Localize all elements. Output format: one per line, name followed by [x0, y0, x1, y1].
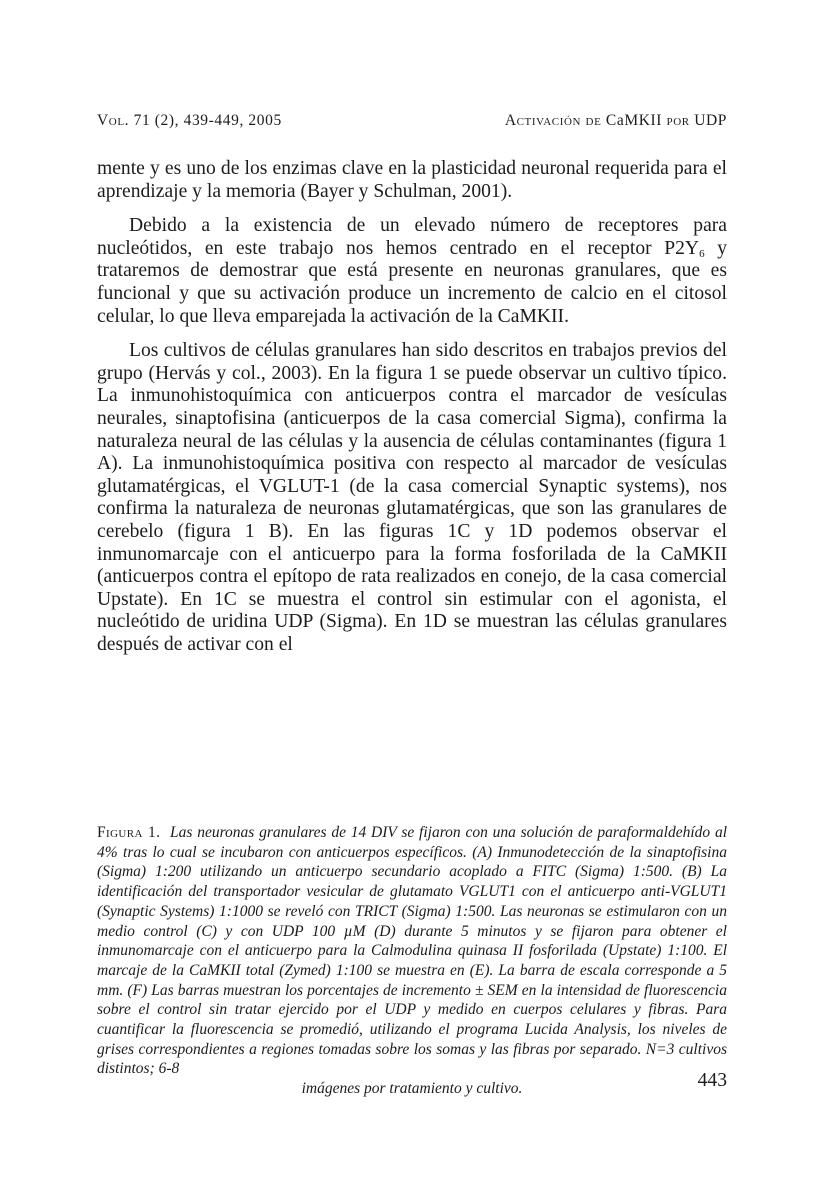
header-title-part-4: UDP — [694, 112, 727, 129]
caption-label: Figura 1. — [97, 824, 161, 841]
running-header — [97, 112, 727, 134]
body-text — [97, 158, 727, 656]
paragraph-2-start: Debido a la existencia de un elevado número de receptores para nucleótidos, en este trabajo nos hemos centrado en el receptor P2Y — [97, 215, 727, 259]
header-volume-info: Vol. 71 (2), 439-449, 2005 — [97, 112, 282, 129]
header-title-part-3: por — [662, 112, 695, 129]
figure-caption — [97, 823, 727, 1099]
page-number: 443 — [697, 1070, 727, 1091]
header-article-title — [505, 112, 727, 130]
header-title-part-1: Activación de — [504, 112, 606, 129]
receptor-subscript: 6 — [699, 247, 705, 260]
paragraph-2 — [97, 215, 727, 328]
paragraph-3: Los cultivos de células granulares han sido descritos en trabajos previos del grupo (Hervás y col., 2003). En la figura 1 se puede observar un cultivo típico. La inmunohistoquímica con anticuerpos contra el marcador de vesículas neurales, sinaptofisina (anticuerpos de la casa comercial Sigma), confirma la naturaleza neural de las células y la ausencia de células contaminantes (figura 1 A). La inmunohistoquímica positiva con respecto al marcador de vesículas glutamatérgicas, el VGLUT-1 (de la casa comercial Synaptic systems), nos confirma la naturaleza de neuronas glutamatérgicas, que son las granulares de cerebelo (figura 1 B). En las figuras 1C y 1D podemos observar el inmunomarcaje con el anticuerpo para la forma fosforilada de la CaMKII (anticuerpos contra el epítopo de rata realizados en conejo, de la casa comercial Upstate). En 1C se muestra el control sin estimular con el agonista, el nucleótido de uridina UDP (Sigma). En 1D se muestran las células granulares después de activar con el — [97, 340, 727, 655]
header-title-part-2: CaMKII — [605, 112, 663, 129]
caption-text: Las neuronas granulares de 14 DIV se fijaron con una solución de paraformaldehído al 4% tras lo cual se incubaron con anticuerpos específicos. (A) Inmunodetección de la sinaptofisina (Sigma) 1:200 utilizando un anticuerpo secundario acoplado a FITC (Sigma) 1:500. (B) La identificación del transportador vesicular de glutamato VGLUT1 con el anticuerpo anti-VGLUT1 (Synaptic Systems) 1:1000 se reveló con TRICT (Sigma) 1:500. Las neuronas se estimularon con un medio control (C) y con UDP 100 µM (D) durante 5 minutos y se fijaron para obtener el inmunomarcaje con el anticuerpo para la Calmodulina quinasa II fosforilada (Upstate) 1:100. El marcaje de la CaMKII total (Zymed) 1:100 se muestra en (E). La barra de escala corresponde a 5 mm. (F) Las barras muestran los porcentajes de incremento ± SEM en la intensidad de fluorescencia sobre el control sin tratar ejercido por el UDP y medido en cuerpos celulares y fibras. Para cuantificar la fluorescencia se promedió, utilizando el programa Lucida Analysis, los niveles de grises correspondientes a regiones tomadas sobre los somas y las fibras por separado. N=3 cultivos distintos; 6-8 — [97, 824, 727, 1078]
paragraph-1: mente y es uno de los enzimas clave en la plasticidad neuronal requerida para el aprendizaje y la memoria (Bayer y Schulman, 2001). — [97, 158, 727, 202]
caption-last-line: imágenes por tratamiento y cultivo. — [301, 1080, 523, 1098]
paragraph-2-end: y trataremos de demostrar que está presente en neuronas granulares, que es funcional y que su activación produce un incremento de calcio en el citosol celular, lo que lleva emparejada la activación de la CaMKII. — [97, 237, 727, 327]
